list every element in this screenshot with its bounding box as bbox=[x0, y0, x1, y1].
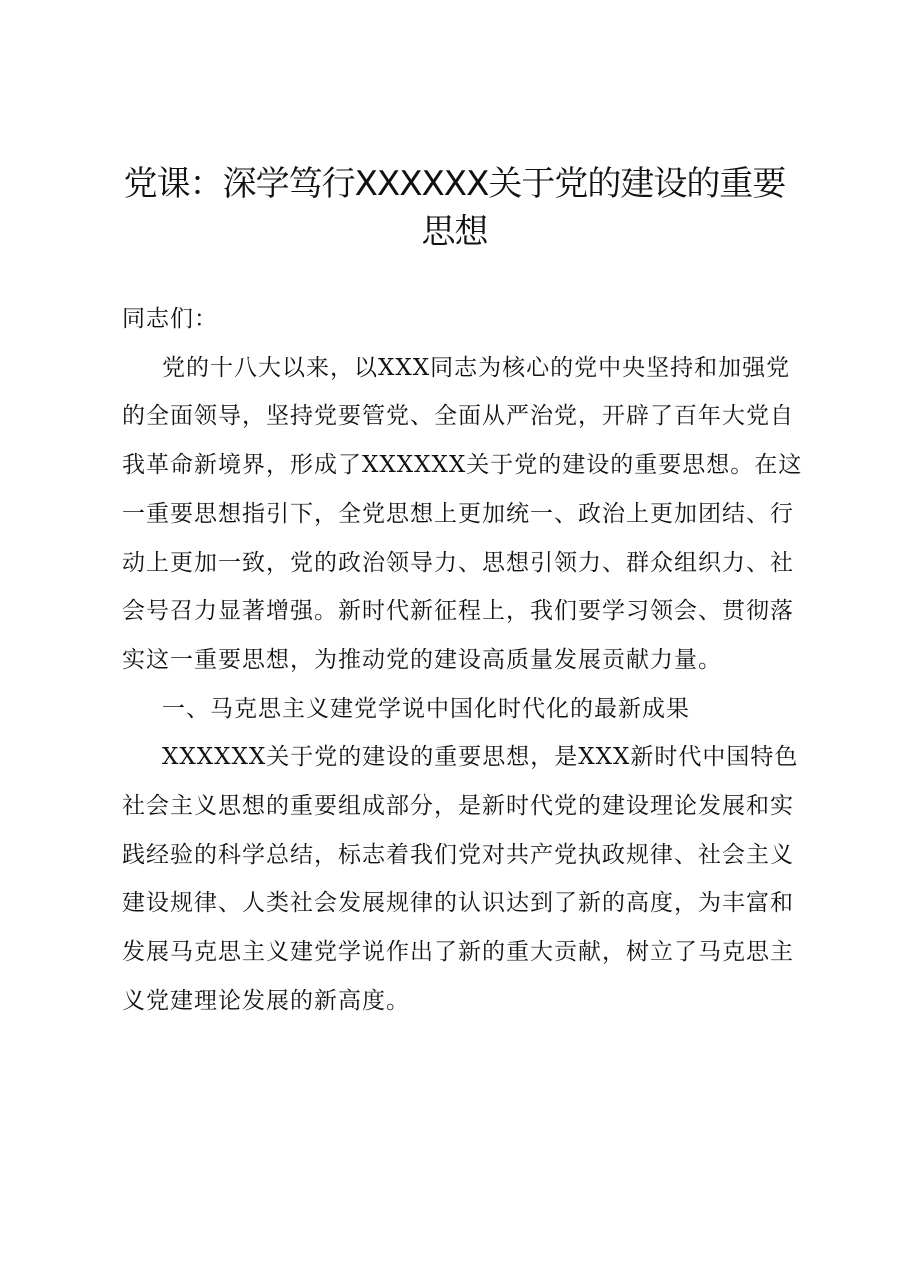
paragraph-section-1: XXXXXX关于党的建设的重要思想，是XXX新时代中国特色社会主义思想的重要组成部分，是新时代党的建设理论发展和实践经验的科学总结，标志着我们党对共产党执政规律、社会主义建设规律、人类社会发展规律的认识达到了新的高度，为丰富和发展马克思主义建党学说作出了新的重大贡献，树立了马克思主义党建理论发展的新高度。 bbox=[122, 744, 799, 1014]
section-heading-1: 一、马克思主义建党学说中国化时代化的最新成果 bbox=[162, 695, 690, 722]
paragraph-intro: 党的十八大以来，以XXX同志为核心的党中央坚持和加强党的全面领导，坚持党要管党、全面从严治党，开辟了百年大党自我革命新境界，形成了XXXXXX关于党的建设的重要思想。在这一重要思想指引下，全党思想上更加统一、政治上更加团结、行动上更加一致，党的政治领导力、思想引领力、群众组织力、社会号召力显著增强。新时代新征程上，我们要学习领会、贯彻落实这一重要思想，为推动党的建设高质量发展贡献力量。 bbox=[122, 354, 803, 673]
document-body bbox=[122, 295, 812, 1026]
document-title: 党课：深学笃行XXXXXX关于党的建设的重要思想 bbox=[123, 164, 786, 252]
salutation: 同志们： bbox=[122, 306, 218, 332]
